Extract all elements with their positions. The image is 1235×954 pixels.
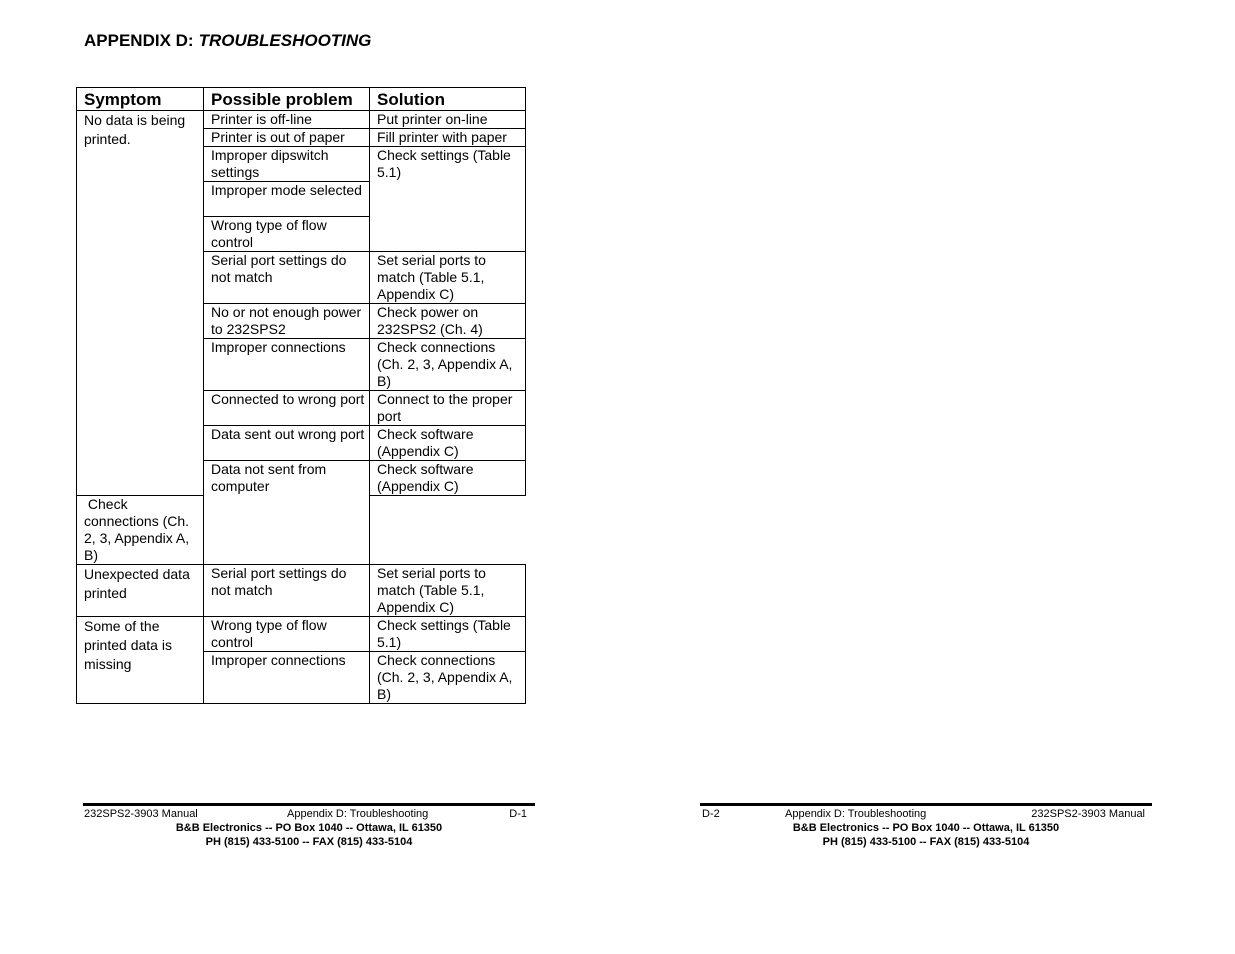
footer-page-number: D-1 [509,808,527,820]
solution-cell: Set serial ports to match (Table 5.1, Appendix C) [370,252,526,304]
problem-cell: Printer is off-line [204,111,370,129]
problem-cell: Data sent out wrong port [204,426,370,461]
appendix-title: TROUBLESHOOTING [198,31,372,50]
footer-company: B&B Electronics -- PO Box 1040 -- Ottawa, IL 61350 [175,822,443,834]
footer-right [700,803,1152,853]
problem-cell: Serial port settings do not match [204,565,370,617]
table-row [77,617,526,652]
footer-phone: PH (815) 433-5100 -- FAX (815) 433-5104 [205,836,413,848]
solution-cell: Check settings (Table 5.1) [370,147,526,252]
footer-left [83,803,535,853]
footer-phone: PH (815) 433-5100 -- FAX (815) 433-5104 [822,836,1030,848]
table-row [77,111,526,129]
solution-cell: Check software (Appendix C) [370,461,526,496]
problem-cell: Printer is out of paper [204,129,370,147]
problem-cell: Wrong type of flow control [204,617,370,652]
symptom-cell: Some of the printed data is missing [77,617,204,704]
header-solution: Solution [370,88,526,111]
footer-rule [700,803,1152,806]
solution-cell: Check connections (Ch. 2, 3, Appendix A, B) [370,652,526,704]
problem-cell: Improper dipswitch settings [204,147,370,182]
solution-cell: Check settings (Table 5.1) [370,617,526,652]
solution-cell: Connect to the proper port [370,391,526,426]
symptom-cell: Unexpected data printed [77,565,204,617]
problem-cell: Wrong type of flow control [204,217,370,252]
table-header-row [77,88,526,111]
solution-cell: Check connections (Ch. 2, 3, Appendix A, B) [370,339,526,391]
problem-cell: Improper mode selected [204,182,370,217]
solution-cell: Check software (Appendix C) [370,426,526,461]
problem-cell: Improper connections [204,339,370,391]
problem-cell: Data not sent from computer [204,461,370,565]
footer-page-number: D-2 [702,808,720,820]
footer-manual-name: 232SPS2-3903 Manual [84,808,198,820]
footer-section: Appendix D: Troubleshooting [287,808,429,820]
solution-cell: Put printer on-line [370,111,526,129]
footer-section: Appendix D: Troubleshooting [785,808,927,820]
appendix-label: APPENDIX D: [84,31,194,50]
footer-manual-name: 232SPS2-3903 Manual [1031,808,1145,820]
problem-cell: Serial port settings do not match [204,252,370,304]
problem-cell: Connected to wrong port [204,391,370,426]
footer-company: B&B Electronics -- PO Box 1040 -- Ottawa, IL 61350 [792,822,1060,834]
solution-cell: Check connections (Ch. 2, 3, Appendix A, B) [77,496,204,565]
solution-cell: Fill printer with paper [370,129,526,147]
troubleshooting-table [76,87,526,704]
solution-cell: Set serial ports to match (Table 5.1, Appendix C) [370,565,526,617]
symptom-cell: No data is being printed. [77,111,204,496]
header-symptom: Symptom [77,88,204,111]
problem-cell: No or not enough power to 232SPS2 [204,304,370,339]
solution-cell: Check power on 232SPS2 (Ch. 4) [370,304,526,339]
footer-rule [83,803,535,806]
page-heading [84,31,371,51]
header-possible-problem: Possible problem [204,88,370,111]
problem-cell: Improper connections [204,652,370,704]
table-row [77,565,526,617]
